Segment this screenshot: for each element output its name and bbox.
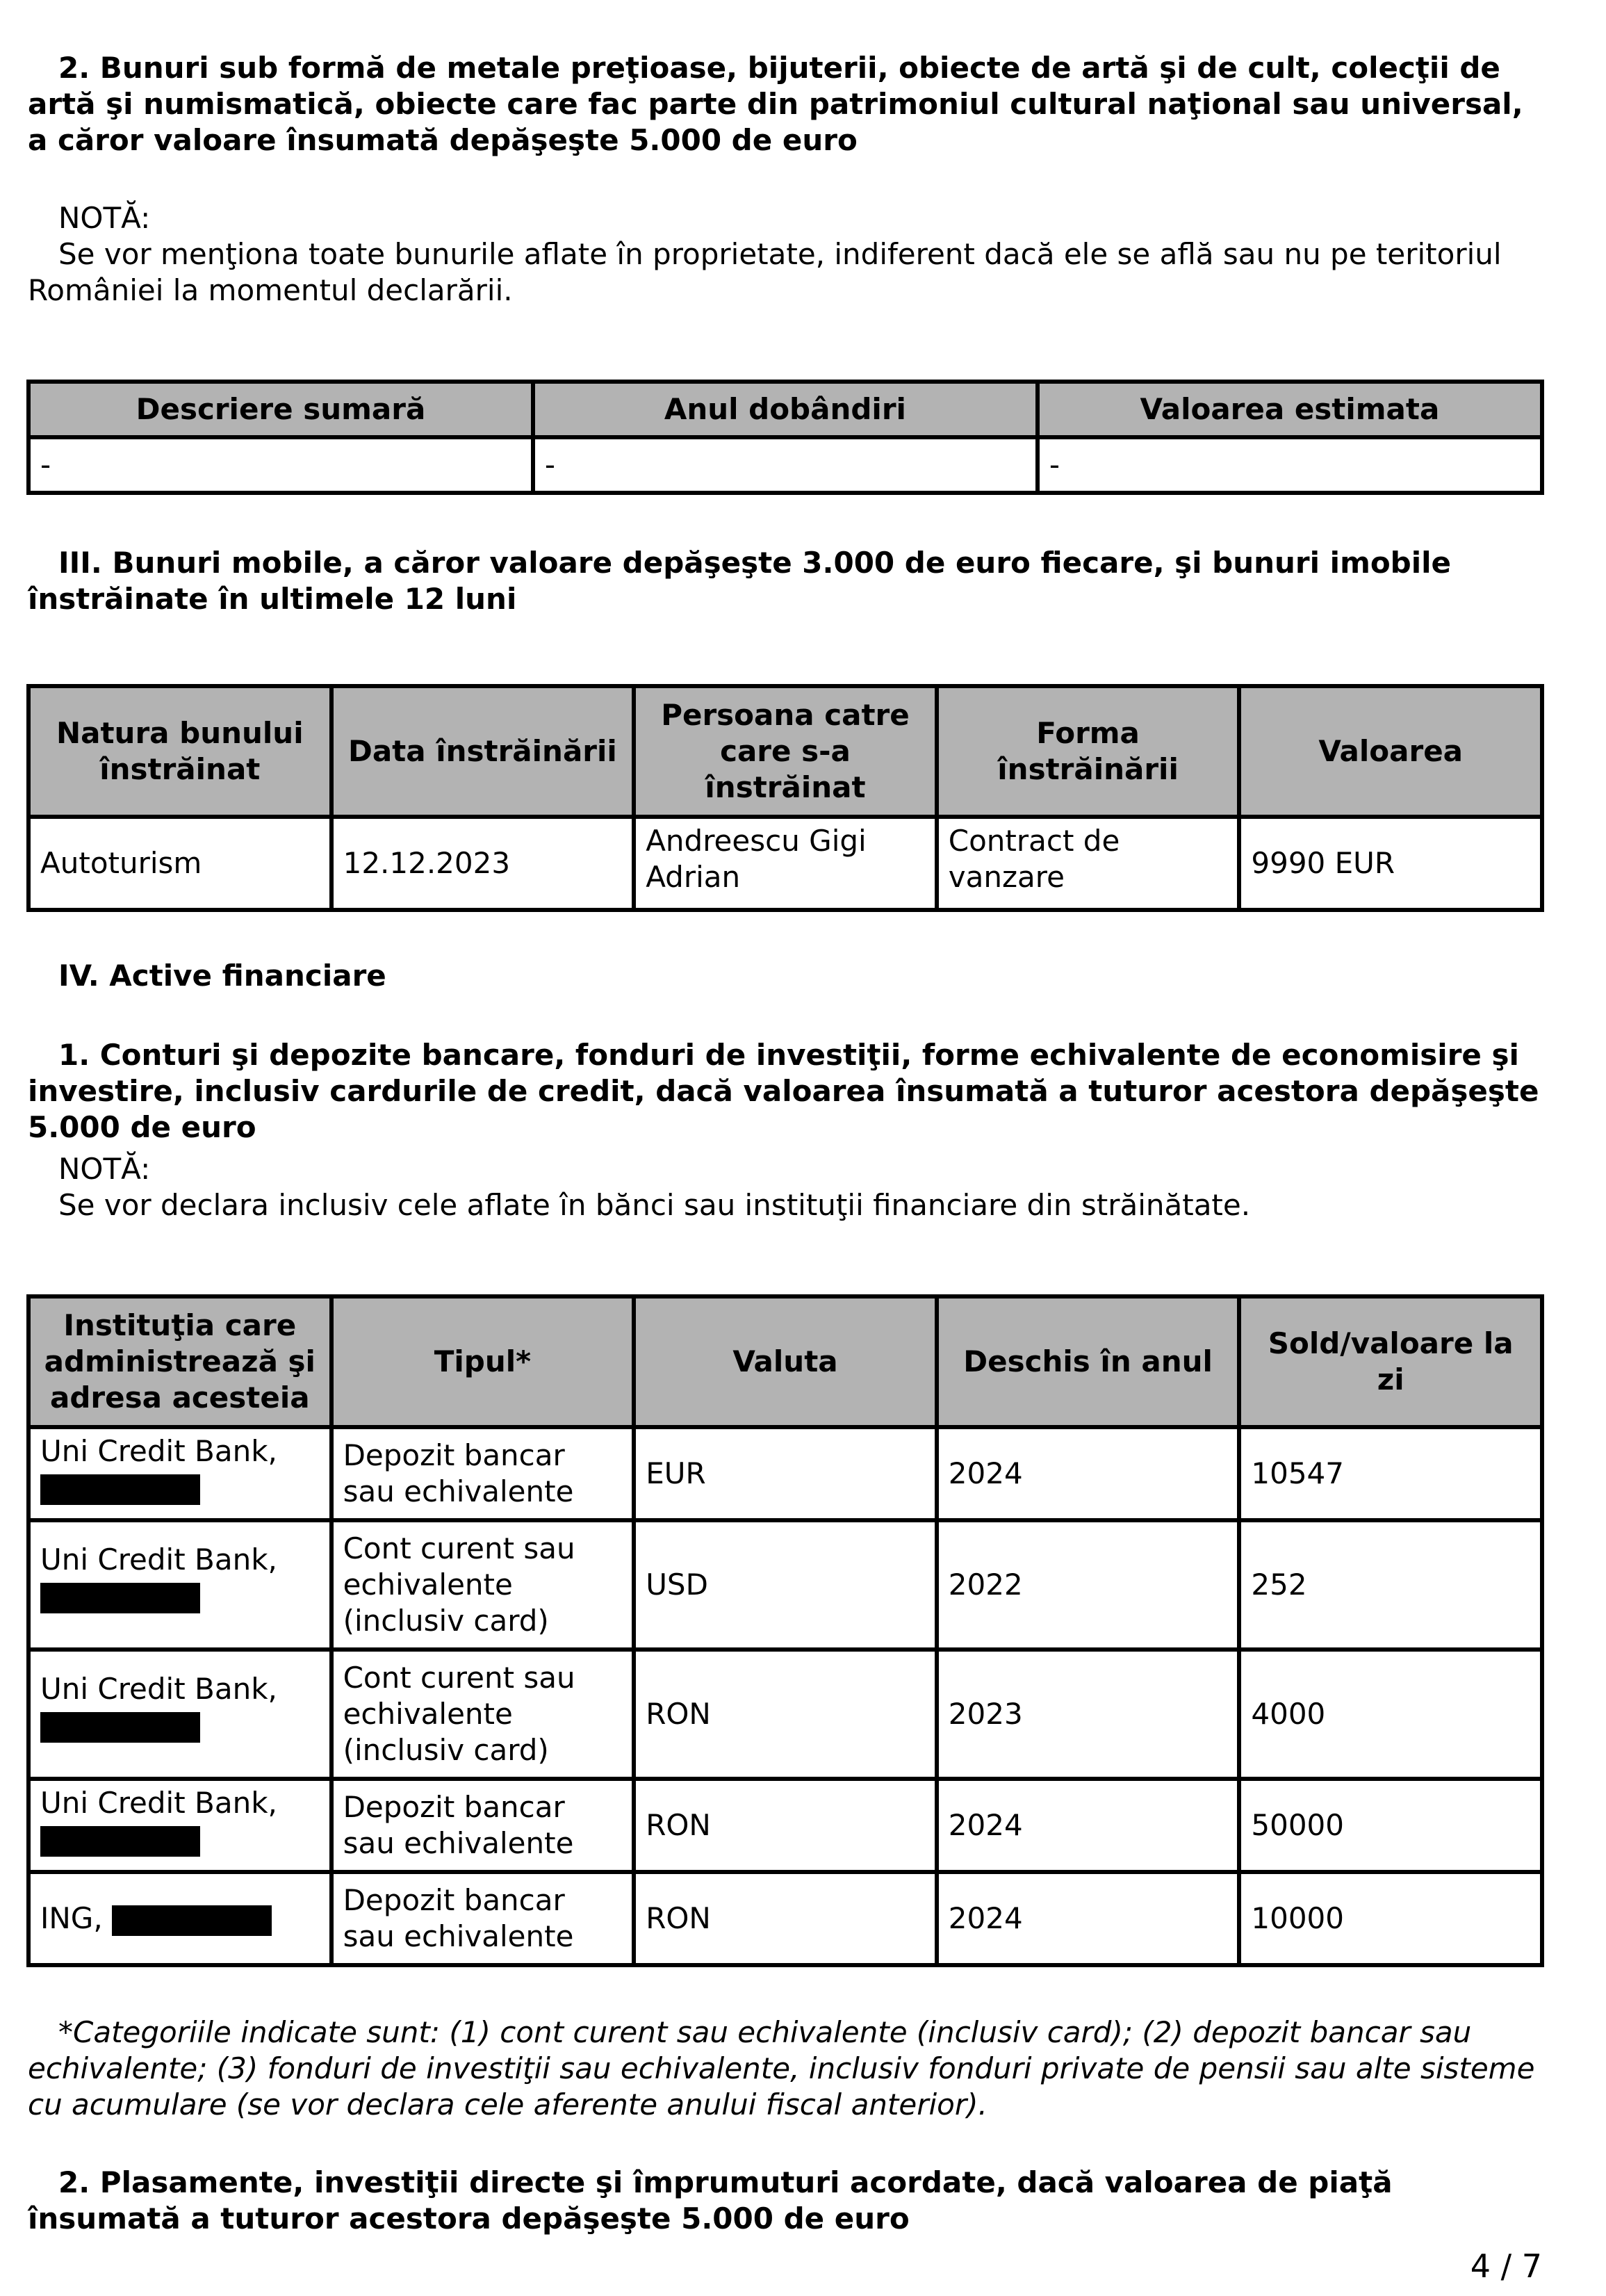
- table-cell: 10000: [1239, 1872, 1542, 1965]
- column-header: Instituţia care administrează şi adresa acesteia: [28, 1296, 331, 1427]
- redaction-bar: [40, 1826, 200, 1857]
- institution-cell: [28, 1427, 331, 1520]
- table-row: [28, 437, 1542, 493]
- table-cell: EUR: [634, 1427, 937, 1520]
- institution-name: Uni Credit Bank,: [40, 1434, 277, 1468]
- column-header: Descriere sumară: [28, 382, 533, 437]
- redaction-bar: [112, 1905, 272, 1936]
- table-cell: RON: [634, 1779, 937, 1872]
- institution-cell: [28, 1650, 331, 1779]
- section-IV-2-heading: 2. Plasamente, investiţii directe şi împrumuturi acordate, dacă valoarea de piaţă însumată a tuturor acestora depăşeşte 5.000 de euro: [28, 2165, 1393, 2236]
- institution-name: Uni Credit Bank,: [40, 1786, 277, 1820]
- bank-accounts-table: [26, 1294, 1544, 1967]
- table-cell: 2024: [937, 1427, 1240, 1520]
- table-cell: 12.12.2023: [331, 817, 634, 910]
- institution-name: Uni Credit Bank,: [40, 1542, 277, 1577]
- table-cell: -: [28, 437, 533, 493]
- table-cell: 252: [1239, 1520, 1542, 1650]
- table-header-row: [28, 1296, 1542, 1427]
- page-number: 4 / 7: [1470, 2247, 1542, 2285]
- table-cell: 2024: [937, 1779, 1240, 1872]
- institution-cell: [28, 1872, 331, 1965]
- table-header-row: [28, 686, 1542, 817]
- table-cell: -: [533, 437, 1038, 493]
- redaction-bar: [40, 1474, 200, 1505]
- note-block-2: [28, 1151, 1543, 1223]
- table-row: [28, 1872, 1542, 1965]
- column-header: Valuta: [634, 1296, 937, 1427]
- alienated-assets-table: [26, 684, 1544, 912]
- column-header: Sold/valoare la zi: [1239, 1296, 1542, 1427]
- institution-cell: [28, 1779, 331, 1872]
- column-header: Valoarea: [1239, 686, 1542, 817]
- table-cell: 2022: [937, 1520, 1240, 1650]
- column-header: Data înstrăinării: [331, 686, 634, 817]
- column-header: Deschis în anul: [937, 1296, 1240, 1427]
- redaction-bar: [40, 1583, 200, 1613]
- section-IV-heading: IV. Active financiare: [58, 959, 386, 993]
- table-cell: RON: [634, 1872, 937, 1965]
- table-cell: 4000: [1239, 1650, 1542, 1779]
- table-cell: Depozit bancar sau echivalente: [331, 1779, 634, 1872]
- column-header: Tipul*: [331, 1296, 634, 1427]
- footnote: *Categoriile indicate sunt: (1) cont curent sau echivalente (inclusiv card); (2) depozit bancar sau echivalente; (3) fonduri de investiţii sau echivalente, inclusiv fonduri private de pensii sau alte sisteme cu acumulare (se vor declara cele aferente anului fiscal anterior).: [28, 2015, 1535, 2122]
- table-row: [28, 1650, 1542, 1779]
- section-III-heading: III. Bunuri mobile, a căror valoare depăşeşte 3.000 de euro fiecare, şi bunuri imobile înstrăinate în ultimele 12 luni: [28, 546, 1452, 616]
- table-row: [28, 1427, 1542, 1520]
- table-cell: 50000: [1239, 1779, 1542, 1872]
- institution-name: ING,: [40, 1901, 103, 1935]
- column-header: Natura bunului înstrăinat: [28, 686, 331, 817]
- table-cell: Cont curent sau echivalente (inclusiv card): [331, 1520, 634, 1650]
- table-cell: Contract de vanzare: [937, 817, 1240, 910]
- redaction-bar: [40, 1712, 200, 1743]
- table-cell: Depozit bancar sau echivalente: [331, 1872, 634, 1965]
- table-cell: Andreescu Gigi Adrian: [634, 817, 937, 910]
- table-cell: RON: [634, 1650, 937, 1779]
- table-cell: Depozit bancar sau echivalente: [331, 1427, 634, 1520]
- valuables-table: [26, 380, 1544, 495]
- section-2-heading: 2. Bunuri sub formă de metale preţioase, bijuterii, obiecte de artă şi de cult, colecţii de artă şi numismatică, obiecte care fac parte din patrimoniul cultural naţional sau universal, a căror valoare însumată depăşeşte 5.000 de euro: [28, 51, 1523, 157]
- table-cell: USD: [634, 1520, 937, 1650]
- table-cell: Cont curent sau echivalente (inclusiv card): [331, 1650, 634, 1779]
- column-header: Forma înstrăinării: [937, 686, 1240, 817]
- table-cell: Autoturism: [28, 817, 331, 910]
- column-header: Anul dobândiri: [533, 382, 1038, 437]
- table-cell: -: [1038, 437, 1542, 493]
- table-row: [28, 1779, 1542, 1872]
- section-IV-1-heading: 1. Conturi şi depozite bancare, fonduri de investiţii, forme echivalente de economisire şi investire, inclusiv cardurile de credit, dacă valoarea însumată a tuturor acestora depăşeşte 5.000 de euro: [28, 1038, 1539, 1144]
- column-header: Persoana catre care s-a înstrăinat: [634, 686, 937, 817]
- table-row: [28, 1520, 1542, 1650]
- note-label: NOTĂ:: [58, 201, 151, 235]
- note-label: NOTĂ:: [58, 1152, 151, 1186]
- note-text: Se vor declara inclusiv cele aflate în bănci sau instituţii financiare din străinătate.: [58, 1188, 1251, 1222]
- table-cell: 9990 EUR: [1239, 817, 1542, 910]
- note-block-1: [28, 200, 1543, 309]
- table-cell: 2024: [937, 1872, 1240, 1965]
- table-header-row: [28, 382, 1542, 437]
- table-cell: 10547: [1239, 1427, 1542, 1520]
- institution-name: Uni Credit Bank,: [40, 1672, 277, 1706]
- institution-cell: [28, 1520, 331, 1650]
- note-text: Se vor menţiona toate bunurile aflate în proprietate, indiferent dacă ele se află sau nu pe teritoriul României la momentul declarării.: [28, 237, 1502, 307]
- column-header: Valoarea estimata: [1038, 382, 1542, 437]
- table-row: [28, 817, 1542, 910]
- table-cell: 2023: [937, 1650, 1240, 1779]
